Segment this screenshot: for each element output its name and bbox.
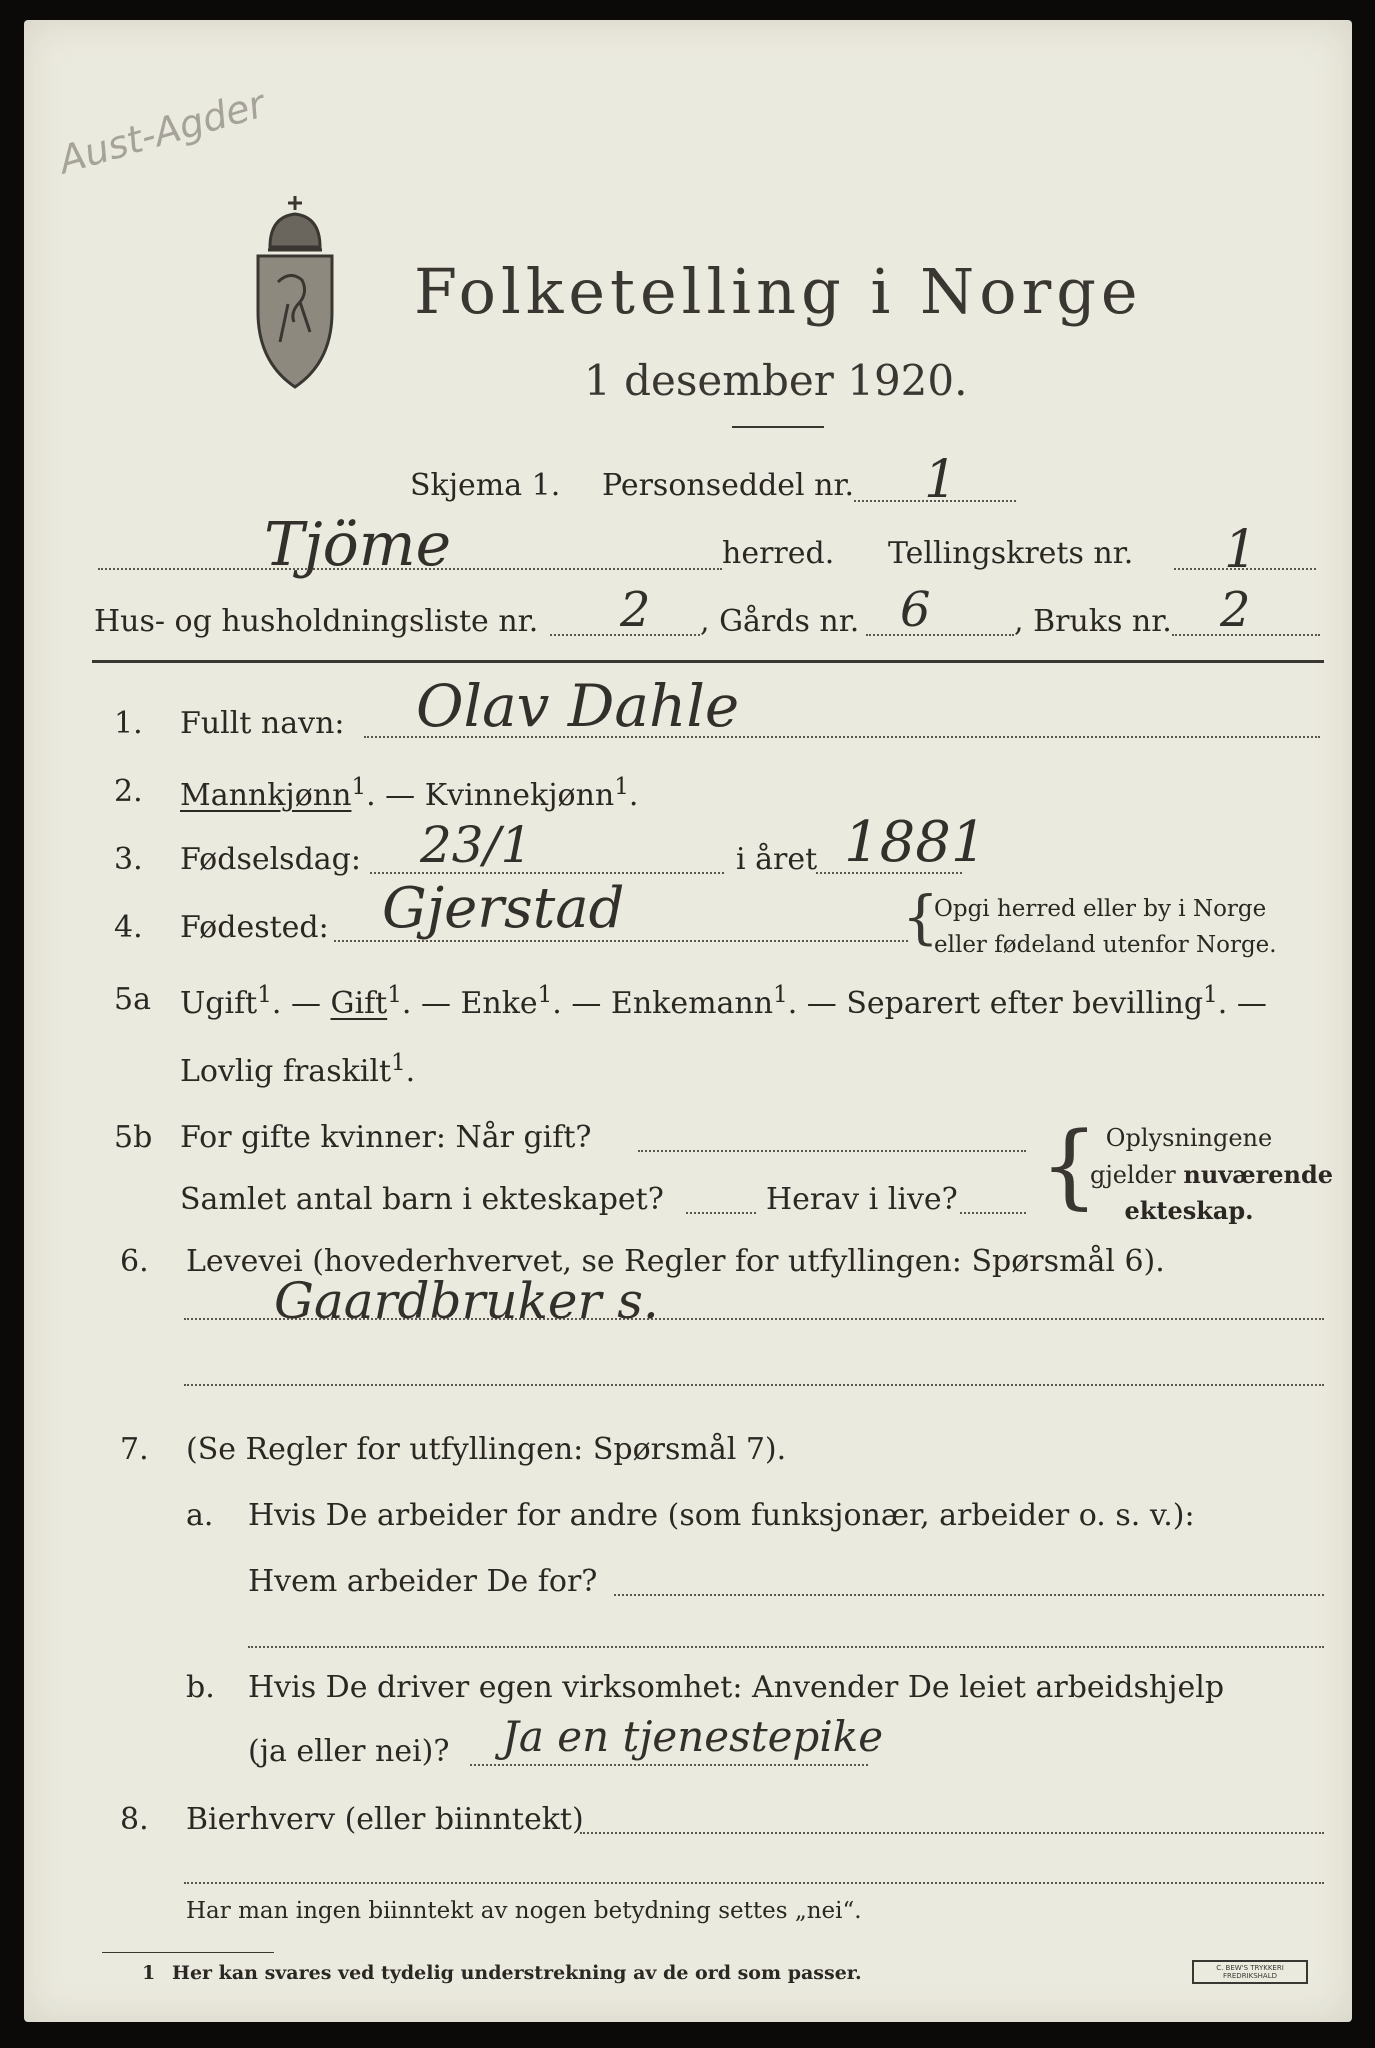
fodselsdag-label: Fødselsdag: <box>180 842 361 877</box>
census-form-page: Aust-Agder Folketelling i Norge 1 desember 1920. Skjema 1. Personseddel nr. 1 Tjöme herred. Tellingskrets nr. 1 Hus- og husholdningsliste nr. 2 , Gårds nr. 6 , Bruks nr. 2 1. Fullt navn: Olav Dahle 2. Mannkjønn$^1$. — Kvinnekjønn$^1$. 3. Fødselsdag: 23/1 i året 1881 4. Fødested: Gjerstad { Opgi herred eller by i Norge eller fødeland utenfor Norge. 5a Ugift$^1$. — Gift$^1$. — Enke$^1$. — Enkemann$^1$. — Separert efter bevilling$^1$. — Lovlig fraskilt$^1$. 5b For gifte kvinner: Når gift? Samlet antal barn i ekteskapet? Herav i live? { Oplysningene gjelder nuværende ekteskap. 6. Levevei (hovederhvervet, se Regler for utfyllingen: Spørsmål 6). Gaardbruker s. 7. (Se Regler for utfyllingen: Spørsmål 7). a. Hvis De arbeider for andre (som funksjonær, arbeider o. s. v.): Hvem arbeider De for? b. Hvis De driver egen virksomhet: Anvender De leiet arbeidshjelp (ja eller nei)? Ja en tjenestepike 8. Bierhverv (eller biinntekt) Har man ingen biinntekt av nogen betydning settes „nei“. 1 Her kan svares ved tydelig understrekning av de ord som passer. C. BEW'S TRYKKERI FREDRIKSHALD <box>24 20 1352 2022</box>
fodested-value: Gjerstad <box>382 876 625 941</box>
fodested-note-1: Opgi herred eller by i Norge <box>934 896 1267 922</box>
levevei-value: Gaardbruker s. <box>274 1272 659 1330</box>
enkemann-option: Enkemann <box>610 986 774 1021</box>
fodselsdag-value: 23/1 <box>420 816 533 874</box>
herav-i-live-label: Herav i live? <box>766 1182 958 1217</box>
biinntekt-note: Har man ingen biinntekt av nogen betydning settes „nei“. <box>186 1898 862 1924</box>
title-divider <box>732 426 824 428</box>
arbeidshjelp-value: Ja en tjenestepike <box>502 1712 884 1761</box>
bierhverv-label: Bierhverv (eller biinntekt) <box>186 1802 584 1837</box>
tellingskrets-value: 1 <box>1224 520 1258 580</box>
gift-option: Gift <box>330 986 388 1021</box>
footnote-text: Her kan svares ved tydelig understrekning av de ord som passer. <box>172 1962 862 1984</box>
nar-gift-label: For gifte kvinner: Når gift? <box>180 1120 592 1155</box>
printer-stamp: C. BEW'S TRYKKERI FREDRIKSHALD <box>1192 1960 1308 1984</box>
fullt-navn-label: Fullt navn: <box>180 706 345 741</box>
ugift-option: Ugift <box>180 986 258 1021</box>
fodested-note-2: eller fødeland utenfor Norge. <box>934 932 1277 958</box>
herred-label: herred. <box>722 536 835 571</box>
schema-label: Skjema 1. <box>410 468 561 503</box>
header-rule <box>92 660 1324 663</box>
aret-label: i året <box>736 842 818 877</box>
q7b-text: Hvis De driver egen virksomhet: Anvender De leiet arbeidshjelp <box>248 1670 1225 1705</box>
mannkjonn-option: Mannkjønn <box>180 778 352 813</box>
q7a-text: Hvis De arbeider for andre (som funksjonær, arbeider o. s. v.): <box>248 1498 1195 1533</box>
aret-value: 1881 <box>844 810 987 875</box>
fraskilt-option: Lovlig fraskilt <box>180 1054 392 1089</box>
levevei-label: Levevei (hovederhvervet, se Regler for utfyllingen: Spørsmål 6). <box>186 1244 1165 1279</box>
husholdningsliste-value: 2 <box>620 582 651 638</box>
husholdningsliste-label: Hus- og husholdningsliste nr. <box>94 604 539 639</box>
personseddel-label: Personseddel nr. <box>602 468 855 503</box>
footnote-mark: 1 <box>142 1962 156 1984</box>
ja-eller-nei-label: (ja eller nei)? <box>248 1734 450 1769</box>
gards-label: , Gårds nr. <box>700 604 860 639</box>
q7-label: (Se Regler for utfyllingen: Spørsmål 7). <box>186 1432 787 1467</box>
ekteskap-note-3: ekteskap. <box>1124 1196 1254 1225</box>
herred-value: Tjöme <box>264 510 452 580</box>
gards-value: 6 <box>900 582 931 638</box>
fullt-navn-value: Olav Dahle <box>416 672 740 740</box>
sivilstand-field: Ugift$^1$. — Gift$^1$. — Enke$^1$. — Enkemann$^1$. — Separert efter bevilling$^1$. — <box>180 982 1267 1021</box>
antal-barn-label: Samlet antal barn i ekteskapet? <box>180 1182 664 1217</box>
bruks-label: , Bruks nr. <box>1014 604 1172 639</box>
enke-option: Enke <box>460 986 538 1021</box>
form-title: Folketelling i Norge <box>414 255 1143 328</box>
kvinnekjonn-option: Kvinnekjønn <box>424 778 615 813</box>
separert-option: Separert efter bevilling <box>846 986 1204 1021</box>
hvem-arbeider-label: Hvem arbeider De for? <box>248 1564 598 1599</box>
ekteskap-note-1: Oplysningene <box>1105 1124 1273 1152</box>
coat-of-arms-icon <box>250 192 340 392</box>
personseddel-value: 1 <box>924 450 958 510</box>
pencil-note: Aust-Agder <box>54 81 270 183</box>
census-date: 1 desember 1920. <box>584 356 968 405</box>
kjonn-field: Mannkjønn$^1$. — Kvinnekjønn$^1$. <box>180 774 639 813</box>
footnote-rule <box>102 1952 274 1953</box>
tellingskrets-label: Tellingskrets nr. <box>888 536 1134 571</box>
fodested-label: Fødested: <box>180 910 329 945</box>
fraskilt-field: Lovlig fraskilt$^1$. <box>180 1050 416 1089</box>
ekteskap-note-2: gjelder nuværende <box>1090 1160 1334 1189</box>
bruks-value: 2 <box>1220 582 1251 638</box>
